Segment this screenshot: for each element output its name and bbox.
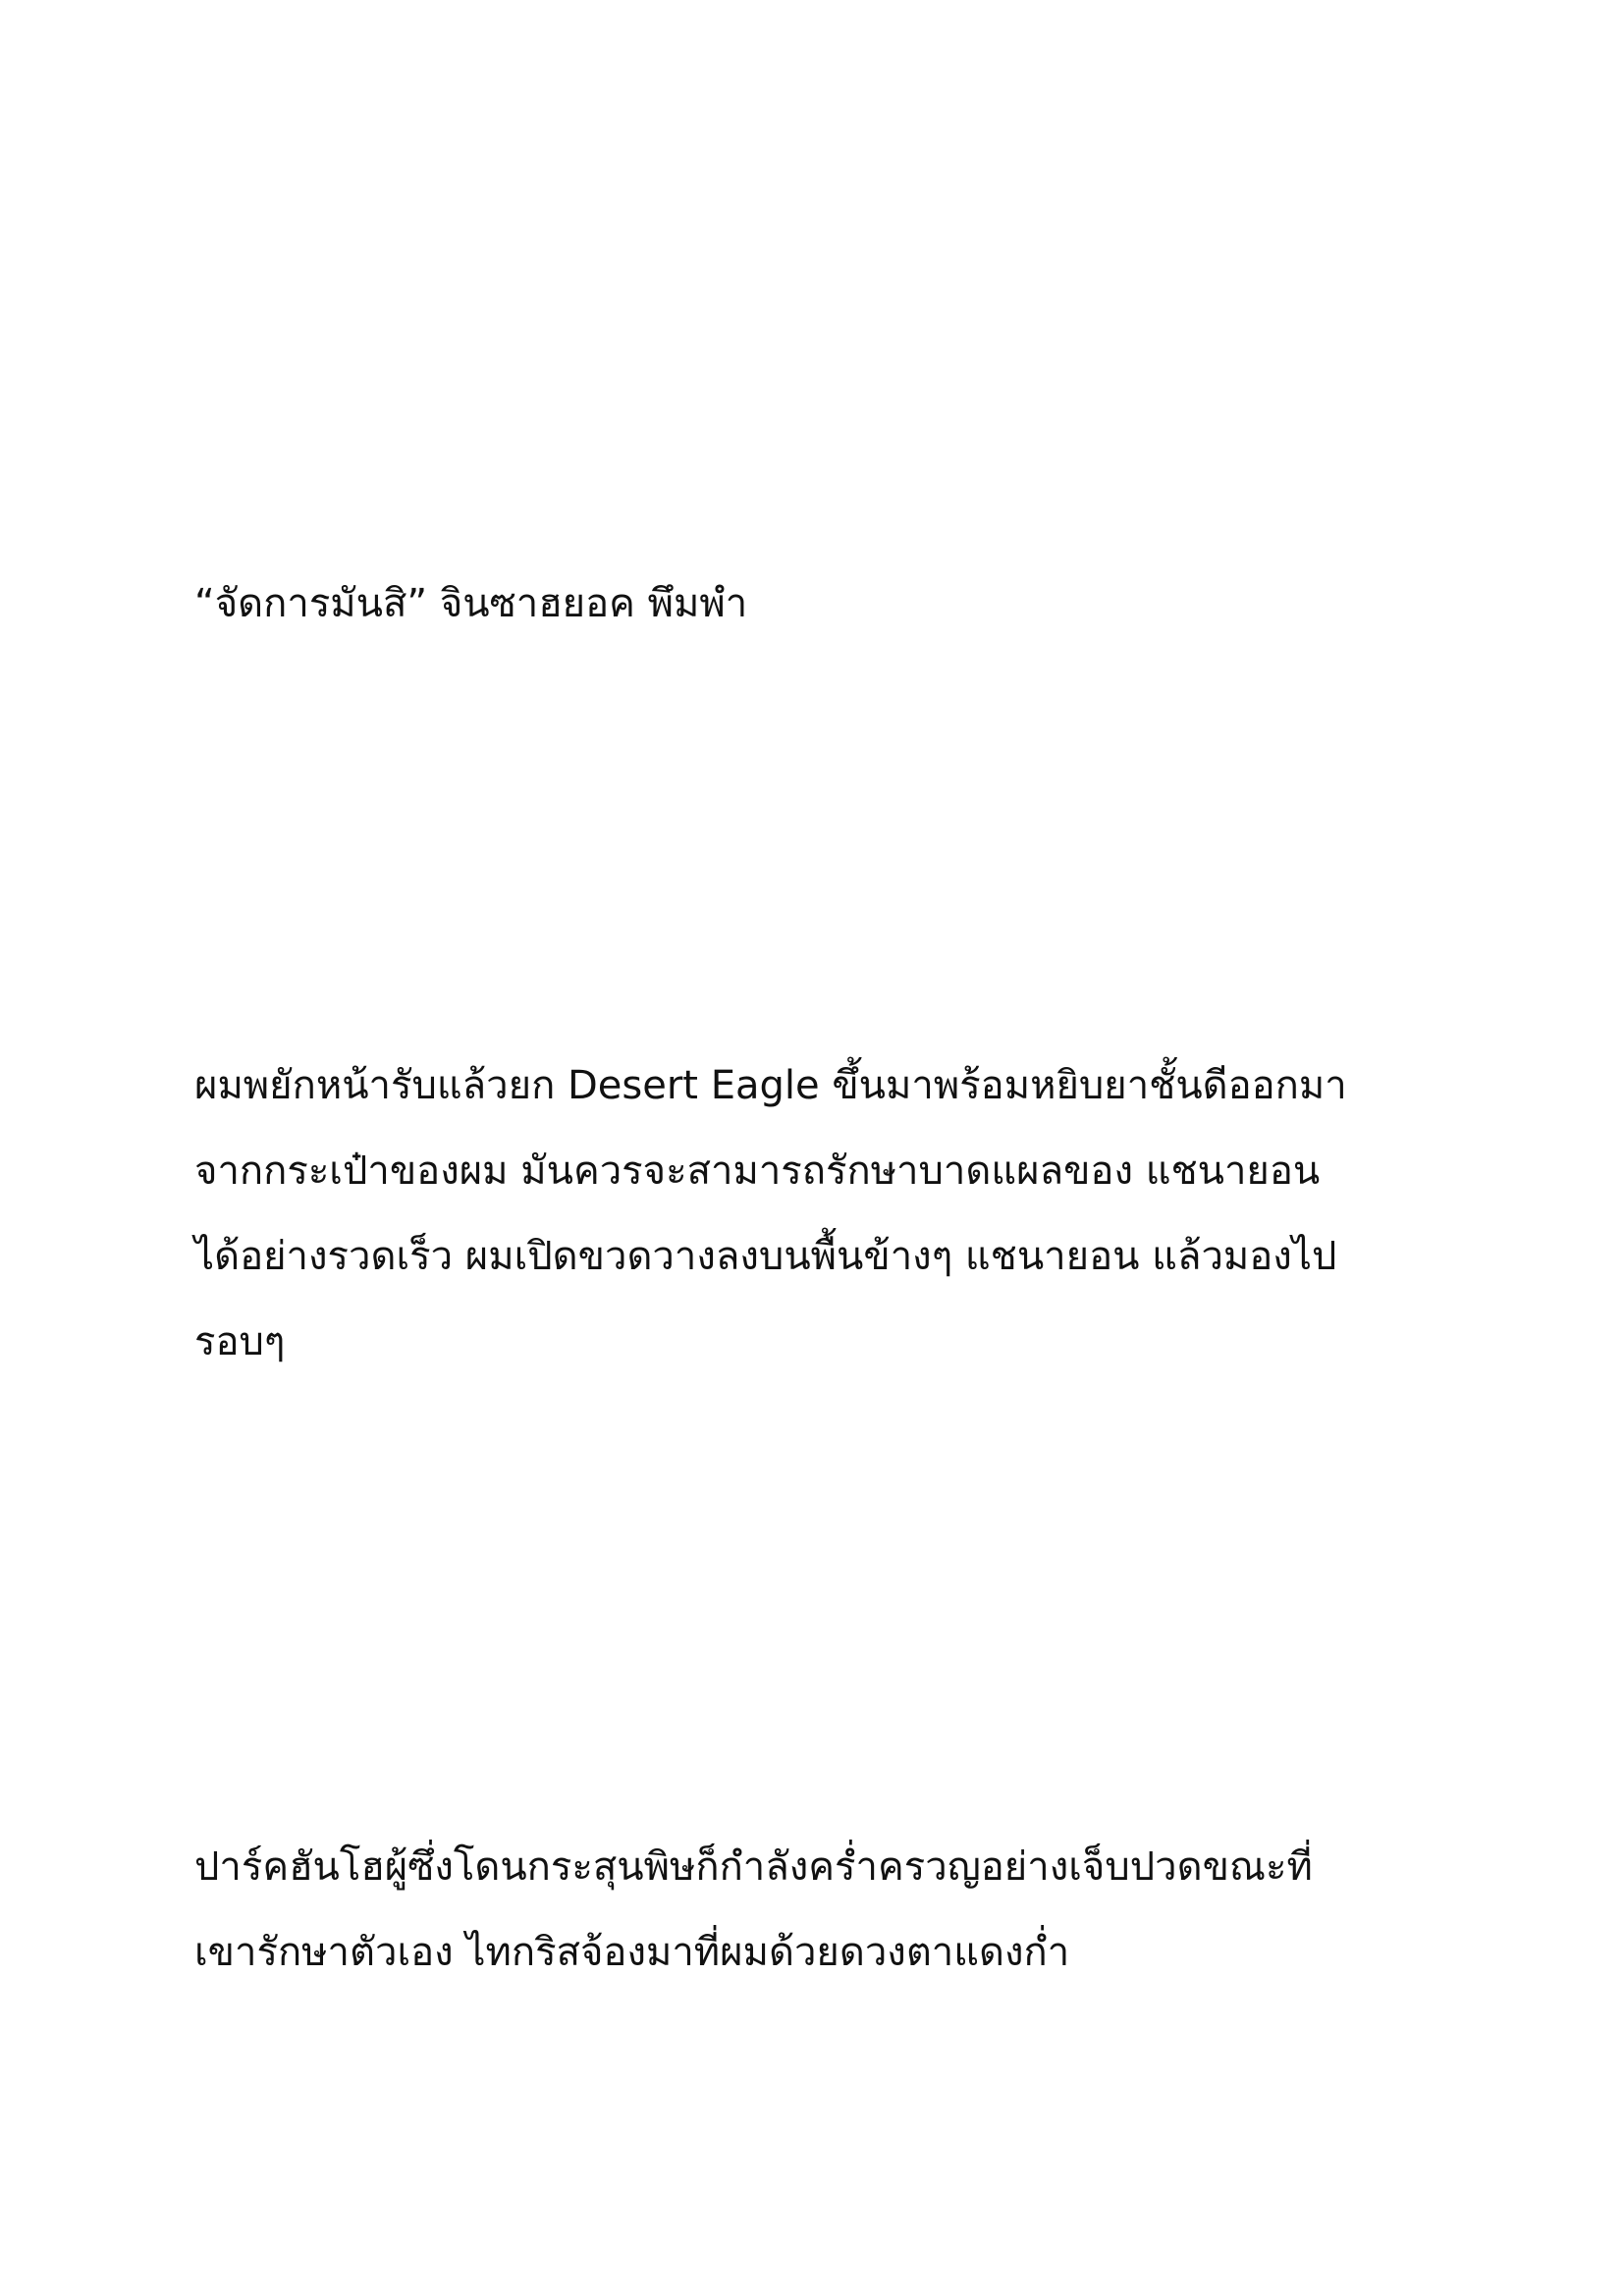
paragraph-line: “จัดการมันสิ” จินซาฮยอค พึมพำ — [194, 581, 748, 626]
paragraph-line: ผมพยักหน้ารับแล้วยก Desert Eagle ขึ้นมาพร้อมหยิบยาชั้นดีออกมา — [194, 1063, 1347, 1108]
paragraph-line: เขารักษาตัวเอง ไทกริสจ้องมาที่ผมด้วยดวงตาแดงก่ำ — [194, 1930, 1070, 1975]
paragraph-line: จากกระเป๋าของผม มันควรจะสามารถรักษาบาดแผลของ แชนายอน — [194, 1148, 1321, 1194]
paragraph-2 — [194, 1043, 1432, 1385]
paragraph-3 — [194, 1825, 1432, 1996]
paragraph-line: ได้อย่างรวดเร็ว ผมเปิดขวดวางลงบนพื้นข้างๆ แชนายอน แล้วมองไป — [194, 1234, 1337, 1279]
paragraph-line: ปาร์คฮันโฮผู้ซึ่งโดนกระสุนพิษก็กำลังคร่ำครวญอย่างเจ็บปวดขณะที่ — [194, 1844, 1313, 1890]
paragraph-line: รอบๆ — [194, 1319, 286, 1364]
paragraph-1 — [194, 561, 1432, 647]
